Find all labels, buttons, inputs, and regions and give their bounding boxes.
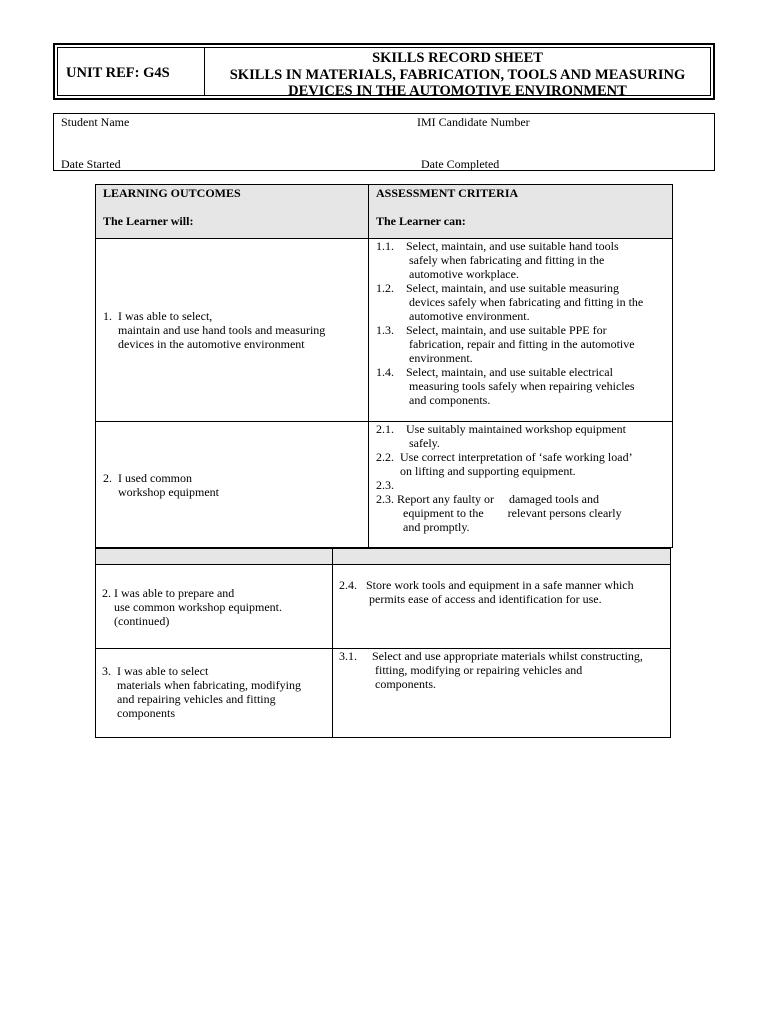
text-line: workshop equipment — [103, 485, 219, 499]
outcome-1-text — [103, 309, 325, 351]
text-line: fitting, modifying or repairing vehicles and — [339, 663, 583, 677]
text-line: measuring tools safely when repairing vehicles — [376, 379, 635, 393]
text-line: 2.1. Use suitably maintained workshop equipment — [376, 422, 626, 436]
text-line: 3. I was able to select — [102, 664, 209, 678]
text-line: 2.2. Use correct interpretation of ‘safe working load’ — [376, 450, 633, 464]
text-line: materials when fabricating, modifying — [102, 678, 301, 692]
text-line: (continued) — [102, 614, 170, 628]
text-line: and components. — [376, 393, 491, 407]
text-line: 2.3. Report any faulty or damaged tools and — [376, 492, 599, 506]
row-divider — [96, 564, 670, 565]
header-inner — [57, 47, 711, 99]
text-line: and promptly. — [376, 520, 470, 534]
criteria-3-text — [339, 649, 643, 691]
text-line: 1. I was able to select, — [103, 309, 213, 323]
sheet-title — [205, 50, 710, 100]
text-line: automotive environment. — [376, 309, 530, 323]
text-line: safely. — [376, 436, 440, 450]
learning-outcomes-header — [103, 186, 241, 228]
title-line: SKILLS RECORD SHEET — [372, 50, 543, 66]
text-line: 3.1. Select and use appropriate materials whilst constructing, — [339, 649, 643, 663]
text-line: environment. — [376, 351, 473, 365]
criteria-2-text — [376, 422, 633, 534]
header-box — [53, 43, 715, 100]
column-divider — [368, 185, 369, 547]
text-line: automotive workplace. — [376, 267, 519, 281]
imi-candidate-label: IMI Candidate Number — [417, 115, 530, 129]
title-line: SKILLS IN MATERIALS, FABRICATION, TOOLS AND MEASURING — [229, 66, 686, 83]
unit-ref: UNIT REF: G4S — [58, 48, 205, 95]
text-line: devices in the automotive environment — [103, 337, 305, 351]
header-subtitle: The Learner can: — [376, 214, 466, 228]
text-line: 2.4. Store work tools and equipment in a safe manner which — [339, 578, 634, 592]
text-line: on lifting and supporting equipment. — [376, 464, 576, 478]
text-line: 1.3. Select, maintain, and use suitable PPE for — [376, 323, 607, 337]
table-header-shade — [96, 549, 670, 564]
outcome-2-text — [103, 471, 219, 499]
text-line: 2. I was able to prepare and — [102, 586, 235, 600]
date-started-label: Date Started — [61, 157, 121, 171]
student-name-label: Student Name — [61, 115, 130, 129]
date-completed-label: Date Completed — [421, 157, 500, 171]
text-line: and repairing vehicles and fitting — [102, 692, 276, 706]
outcomes-table — [95, 184, 673, 548]
student-info-box — [53, 113, 715, 171]
text-line: safely when fabricating and fitting in the — [376, 253, 605, 267]
outcomes-table-continued — [95, 548, 671, 738]
text-line: 1.4. Select, maintain, and use suitable electrical — [376, 365, 613, 379]
assessment-criteria-header — [376, 186, 518, 228]
header-title: LEARNING OUTCOMES — [103, 186, 241, 200]
header-title: ASSESSMENT CRITERIA — [376, 186, 519, 200]
text-line: maintain and use hand tools and measuring — [103, 323, 326, 337]
text-line: components. — [339, 677, 436, 691]
text-line: 1.1. Select, maintain, and use suitable hand tools — [376, 239, 619, 253]
text-line: equipment to the relevant persons clearly — [376, 506, 622, 520]
header-subtitle: The Learner will: — [103, 214, 194, 228]
outcome-3-text — [102, 664, 301, 720]
text-line: 2.3. — [376, 478, 394, 492]
criteria-2-4-text — [339, 578, 634, 606]
text-line: 2. I used common — [103, 471, 192, 485]
text-line: devices safely when fabricating and fitting in the — [376, 295, 644, 309]
text-line: fabrication, repair and fitting in the automotive — [376, 337, 635, 351]
text-line: use common workshop equipment. — [102, 600, 282, 614]
text-line: 1.2. Select, maintain, and use suitable measuring — [376, 281, 619, 295]
text-line: permits ease of access and identification for use. — [339, 592, 602, 606]
column-divider — [332, 549, 333, 737]
title-line: DEVICES IN THE AUTOMOTIVE ENVIRONMENT — [288, 83, 627, 99]
criteria-1-text — [376, 239, 643, 407]
outcome-2-continued-text — [102, 586, 282, 628]
text-line: components — [102, 706, 175, 720]
